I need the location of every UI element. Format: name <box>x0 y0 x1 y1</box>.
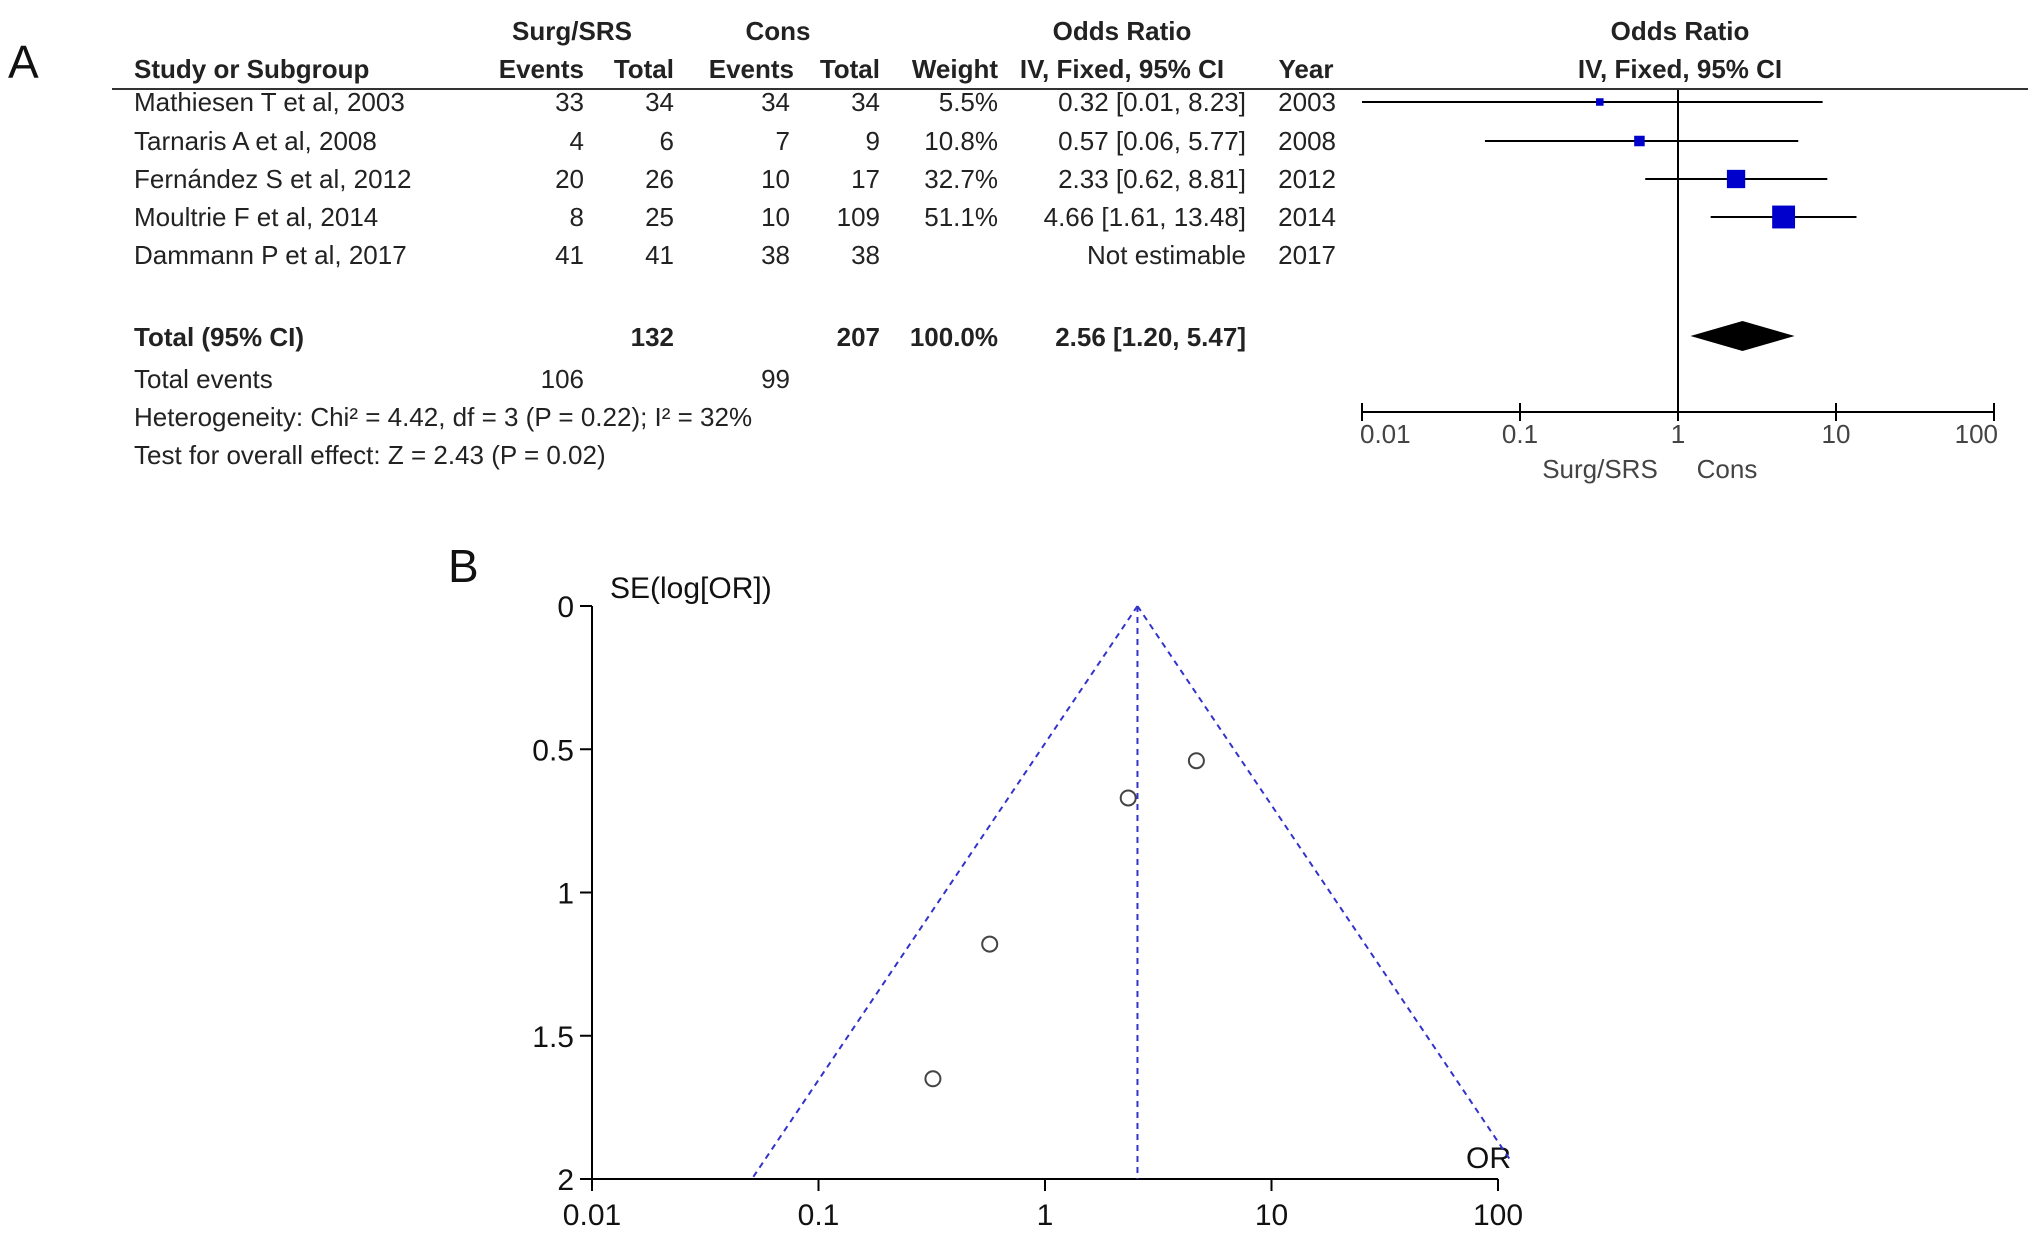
study-year: 2003 <box>1278 87 1336 117</box>
funnel-y-tick-label: 1 <box>557 877 574 911</box>
funnel-plot <box>532 572 1523 1232</box>
total-surg: 6 <box>659 126 674 156</box>
forest-plot <box>112 16 2028 484</box>
total-cons: 38 <box>851 240 880 270</box>
funnel-x-tick-label: 10 <box>1254 1199 1289 1232</box>
header-group1: Surg/SRS <box>512 16 632 46</box>
header-plot-title: Odds Ratio <box>1610 16 1750 46</box>
events-surg: 4 <box>569 126 584 156</box>
events-cons: 38 <box>761 240 790 270</box>
funnel-y-tick-label: 2 <box>557 1164 574 1197</box>
total-surg: 34 <box>645 87 674 117</box>
study-marker <box>1634 136 1645 147</box>
events-cons: 34 <box>761 87 790 117</box>
study-weight: 32.7% <box>924 164 998 194</box>
funnel-point <box>1189 753 1204 768</box>
total-events-e2: 99 <box>761 364 790 394</box>
overall-effect-text: Test for overall effect: Z = 2.43 (P = 0.02) <box>134 440 606 470</box>
heterogeneity-text: Heterogeneity: Chi² = 4.42, df = 3 (P = 0.22); I² = 32% <box>134 402 753 432</box>
events-surg: 8 <box>569 202 584 232</box>
favours-left-label: Surg/SRS <box>1542 454 1658 484</box>
events-cons: 10 <box>761 202 790 232</box>
study-year: 2014 <box>1278 202 1336 232</box>
study-year: 2012 <box>1278 164 1336 194</box>
funnel-x-tick-label: 100 <box>1472 1199 1524 1232</box>
total-cons: 17 <box>851 164 880 194</box>
study-name: Moultrie F et al, 2014 <box>134 202 379 232</box>
forest-x-tick-label: 0.01 <box>1360 419 1411 449</box>
forest-x-tick-label: 0.1 <box>1501 419 1539 449</box>
funnel-plot-area <box>532 591 1523 1232</box>
funnel-point <box>1121 790 1136 805</box>
study-ci-text: 4.66 [1.61, 13.48] <box>1043 202 1246 232</box>
header-plot-method: IV, Fixed, 95% CI <box>1577 54 1783 84</box>
funnel-y-tick-label: 0.5 <box>532 734 574 768</box>
favours-right-label: Cons <box>1696 454 1758 484</box>
total-cons: 34 <box>851 87 880 117</box>
study-ci-text: 0.57 [0.06, 5.77] <box>1058 126 1246 156</box>
total-label: Total (95% CI) <box>134 322 304 352</box>
funnel-point <box>982 937 997 952</box>
total-cons: 9 <box>865 126 880 156</box>
pooled-diamond <box>1691 321 1795 351</box>
total-weight: 100.0% <box>909 322 998 352</box>
panel-b-label: B <box>448 540 479 592</box>
total-surg: 26 <box>645 164 674 194</box>
funnel-y-tick-label: 0 <box>557 591 574 624</box>
total-surg: 25 <box>645 202 674 232</box>
total-cons: 109 <box>836 202 880 232</box>
study-ci-text: 0.32 [0.01, 8.23] <box>1058 87 1246 117</box>
funnel-left-limit <box>752 606 1138 1179</box>
events-cons: 7 <box>775 126 790 156</box>
study-name: Dammann P et al, 2017 <box>134 240 407 270</box>
study-weight: 51.1% <box>924 202 998 232</box>
events-surg: 33 <box>555 87 584 117</box>
events-surg: 41 <box>555 240 584 270</box>
funnel-x-tick-label: 1 <box>1036 1199 1054 1232</box>
header-events-2: Events <box>708 54 794 84</box>
header-study: Study or Subgroup <box>134 54 370 84</box>
study-marker <box>1772 206 1795 229</box>
panel-a-label: A <box>8 36 39 88</box>
header-total-1: Total <box>613 54 674 84</box>
total-t1: 132 <box>630 322 674 352</box>
study-weight: 10.8% <box>924 126 998 156</box>
funnel-point <box>925 1071 940 1086</box>
study-year: 2017 <box>1278 240 1336 270</box>
funnel-xlabel: OR <box>1466 1142 1511 1175</box>
funnel-x-tick-label: 0.1 <box>797 1199 840 1232</box>
study-name: Tarnaris A et al, 2008 <box>134 126 377 156</box>
funnel-ylabel: SE(log[OR]) <box>610 572 772 605</box>
total-events-label: Total events <box>134 364 273 394</box>
header-events-1: Events <box>498 54 584 84</box>
study-marker <box>1727 170 1745 188</box>
study-ci-text: 2.33 [0.62, 8.81] <box>1058 164 1246 194</box>
header-weight: Weight <box>911 54 998 84</box>
study-year: 2008 <box>1278 126 1336 156</box>
study-name: Mathiesen T et al, 2003 <box>134 87 405 117</box>
forest-x-tick-label: 1 <box>1670 419 1686 449</box>
forest-x-tick-label: 100 <box>1954 419 1998 449</box>
forest-plot-area <box>1360 90 1998 449</box>
study-ci-text: Not estimable <box>1087 240 1246 270</box>
header-total-2: Total <box>819 54 880 84</box>
events-surg: 20 <box>555 164 584 194</box>
header-or-title: Odds Ratio <box>1052 16 1192 46</box>
funnel-right-limit <box>1137 606 1509 1159</box>
study-rows <box>134 87 1336 270</box>
header-method: IV, Fixed, 95% CI <box>1019 54 1225 84</box>
forest-x-tick-label: 10 <box>1821 419 1851 449</box>
total-surg: 41 <box>645 240 674 270</box>
events-cons: 10 <box>761 164 790 194</box>
total-ci-text: 2.56 [1.20, 5.47] <box>1055 322 1246 352</box>
header-year: Year <box>1278 54 1334 84</box>
study-marker <box>1596 98 1604 106</box>
funnel-x-tick-label: 0.01 <box>562 1199 622 1232</box>
study-name: Fernández S et al, 2012 <box>134 164 412 194</box>
total-events-e1: 106 <box>540 364 584 394</box>
total-t2: 207 <box>836 322 880 352</box>
study-weight: 5.5% <box>938 87 998 117</box>
header-group2: Cons <box>745 16 811 46</box>
funnel-y-tick-label: 1.5 <box>532 1020 574 1054</box>
